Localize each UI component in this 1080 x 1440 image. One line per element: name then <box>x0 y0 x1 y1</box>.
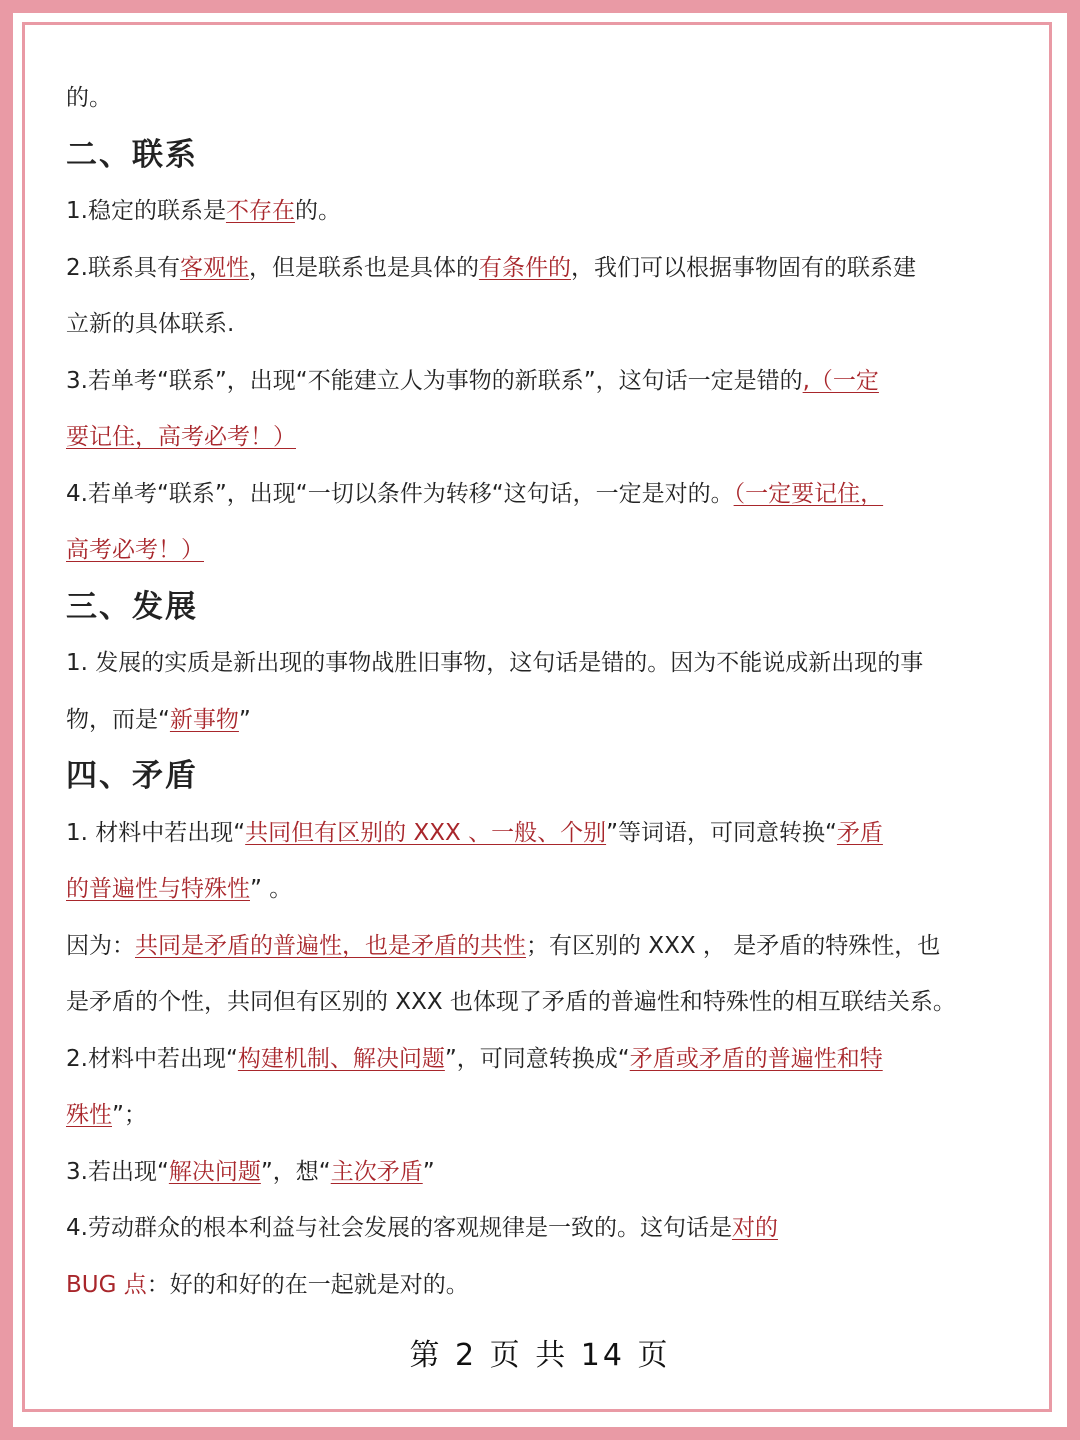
highlight: 共同是矛盾的普遍性，也是矛盾的共性 <box>135 932 526 959</box>
text-line: 1. 材料中若出现“共同但有区别的 XXX 、一般、个别”等词语，可同意转换“矛盾 <box>66 819 883 846</box>
text-line: 3.若出现“解决问题”，想“主次矛盾” <box>66 1158 435 1185</box>
text-line: 4.劳动群众的根本利益与社会发展的客观规律是一致的。这句话是对的 <box>66 1215 778 1241</box>
text-line: 物，而是“新事物” <box>66 706 251 733</box>
highlight: 有条件的 <box>478 254 571 281</box>
section-heading-lianxi: 二、联系 <box>66 136 198 173</box>
text-line: 殊性”； <box>66 1102 147 1128</box>
text-line: 4.若单考“联系”，出现“一切以条件为转移“这句话，一定是对的。（一定要记住， <box>66 480 884 507</box>
highlight: 高考必考！） <box>66 537 204 563</box>
text-line: 因为：共同是矛盾的普遍性，也是矛盾的共性；有区别的 XXX ， 是矛盾的特殊性，也 <box>66 932 941 959</box>
highlight: 共同但有区别的 XXX 、一般、个别 <box>245 819 607 846</box>
bug-label: BUG 点 <box>66 1271 147 1298</box>
text-line: 是矛盾的个性，共同但有区别的 XXX 也体现了矛盾的普遍性和特殊性的相互联结关系。 <box>66 989 956 1015</box>
highlight: 构建机制、解决问题 <box>237 1045 445 1072</box>
highlight: （一定要记住， <box>733 480 884 507</box>
highlight: ,（一定 <box>802 367 879 394</box>
section-heading-fazhan: 三、发展 <box>66 588 198 625</box>
text-line: 的。 <box>66 85 112 111</box>
text-line: 2.联系具有客观性，但是联系也是具体的有条件的，我们可以根据事物固有的联系建 <box>66 254 916 281</box>
highlight: 矛盾或矛盾的普遍性和特 <box>629 1045 883 1072</box>
text-line: 立新的具体联系. <box>66 311 235 337</box>
highlight: 对的 <box>731 1215 778 1241</box>
text-line: 2.材料中若出现“构建机制、解决问题”，可同意转换成“矛盾或矛盾的普遍性和特 <box>66 1045 883 1072</box>
highlight: 解决问题 <box>168 1158 261 1185</box>
page-number: 第 2 页 共 14 页 <box>409 1338 671 1373</box>
highlight: 的普遍性与特殊性 <box>66 876 250 902</box>
text-line: 1.稳定的联系是不存在的。 <box>66 198 341 224</box>
section-heading-maodun: 四、矛盾 <box>66 758 198 794</box>
highlight: 客观性 <box>179 254 249 281</box>
text-line <box>66 409 1026 466</box>
text-line: 的普遍性与特殊性” 。 <box>66 876 293 902</box>
document-body <box>66 70 1026 1313</box>
highlight: 殊性 <box>66 1102 112 1128</box>
highlight: 要记住，高考必考！） <box>66 424 296 450</box>
highlight: 不存在 <box>225 198 295 224</box>
text-line <box>66 522 1026 579</box>
text-line: BUG 点：好的和好的在一起就是对的。 <box>66 1271 469 1298</box>
highlight: 新事物 <box>169 706 239 733</box>
text-line: 3.若单考“联系”，出现“不能建立人为事物的新联系”，这句话一定是错的,（一定 <box>66 367 879 394</box>
text-line: 1. 发展的实质是新出现的事物战胜旧事物，这句话是错的。因为不能说成新出现的事 <box>66 650 924 676</box>
highlight: 矛盾 <box>836 819 883 846</box>
highlight: 主次矛盾 <box>330 1158 423 1185</box>
